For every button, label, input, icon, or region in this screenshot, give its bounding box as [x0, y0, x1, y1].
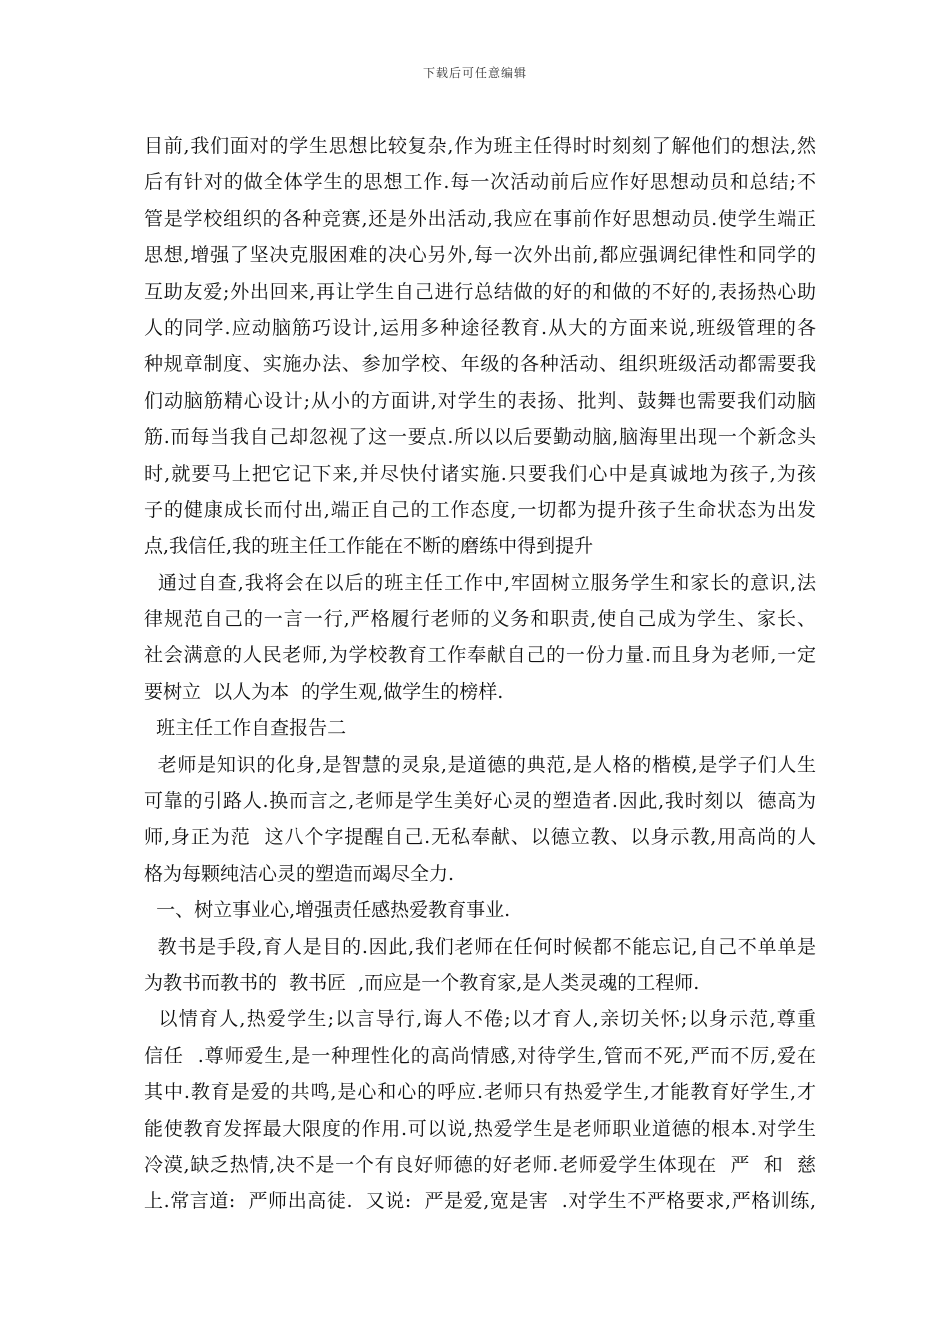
text-line: 后有针对的做全体学生的思想工作.每一次活动前后应作好思想动员和总结;不 — [144, 171, 816, 194]
text-line: 上.常言道: 严师出高徒. 又说: 严是爱,宽是害 .对学生不严格要求,严格训练, — [144, 1190, 816, 1213]
text-line: 时,就要马上把它记下来,并尽快付诸实施.只要我们心中是真诚地为孩子,为孩 — [144, 462, 816, 485]
text-line: 要树立 以人为本 的学生观,做学生的榜样. — [144, 680, 504, 703]
text-line: 师,身正为范 这八个字提醒自己.无私奉献、以德立教、以身示教,用高尚的人 — [144, 826, 816, 849]
text-line: 为教书而教书的 教书匠 ,而应是一个教育家,是人类灵魂的工程师. — [144, 971, 700, 994]
text-line: 律规范自己的一言一行,严格履行老师的义务和职责,使自己成为学生、家长、 — [144, 608, 816, 631]
text-line: 通过自查,我将会在以后的班主任工作中,牢固树立服务学生和家长的意识,法 — [144, 571, 816, 594]
text-line: 班主任工作自查报告二 — [144, 717, 347, 740]
text-line: 种规章制度、实施办法、参加学校、年级的各种活动、组织班级活动都需要我 — [144, 353, 816, 376]
text-line: 子的健康成长而付出,端正自己的工作态度,一切都为提升孩子生命状态为出发 — [144, 498, 816, 521]
text-line: 们动脑筋精心设计;从小的方面讲,对学生的表扬、批判、鼓舞也需要我们动脑 — [144, 389, 816, 412]
text-line: 以情育人,热爱学生;以言导行,诲人不倦;以才育人,亲切关怀;以身示范,尊重 — [144, 1008, 816, 1031]
text-line: 其中.教育是爱的共鸣,是心和心的呼应.老师只有热爱学生,才能教育好学生,才 — [144, 1081, 816, 1104]
text-line: 目前,我们面对的学生思想比较复杂,作为班主任得时时刻刻了解他们的想法,然 — [144, 135, 816, 157]
text-line: 可靠的引路人.换而言之,老师是学生美好心灵的塑造者.因此,我时刻以 德高为 — [144, 790, 816, 813]
text-line: 信任 .尊师爱生,是一种理性化的高尚情感,对待学生,管而不死,严而不厉,爱在 — [144, 1044, 816, 1067]
document-body — [144, 128, 816, 1220]
text-line: 点,我信任,我的班主任工作能在不断的磨练中得到提升 — [144, 535, 594, 558]
text-line: 思想,增强了坚决克服困难的决心另外,每一次外出前,都应强调纪律性和同学的 — [144, 244, 816, 267]
text-line: 互助友爱;外出回来,再让学生自己进行总结做的好的和做的不好的,表扬热心助 — [144, 280, 816, 303]
text-line: 社会满意的人民老师,为学校教育工作奉献自己的一份力量.而且身为老师,一定 — [144, 644, 816, 667]
text-line: 老师是知识的化身,是智慧的灵泉,是道德的典范,是人格的楷模,是学子们人生 — [144, 753, 816, 776]
text-line: 管是学校组织的各种竞赛,还是外出活动,我应在事前作好思想动员.使学生端正 — [144, 207, 816, 230]
text-line: 冷漠,缺乏热情,决不是一个有良好师德的好老师.老师爱学生体现在 严 和 慈 — [144, 1153, 816, 1176]
text-line: 格为每颗纯洁心灵的塑造而竭尽全力. — [144, 862, 455, 885]
text-line: 筋.而每当我自己却忽视了这一要点.所以以后要勤动脑,脑海里出现一个新念头 — [144, 426, 816, 449]
text-line: 一、树立事业心,增强责任感热爱教育事业. — [144, 899, 511, 922]
page-header: 下载后可任意编辑 — [422, 66, 527, 80]
text-line: 能使教育发挥最大限度的作用.可以说,热爱学生是老师职业道德的根本.对学生 — [144, 1117, 816, 1140]
text-line: 教书是手段,育人是目的.因此,我们老师在任何时候都不能忘记,自己不单单是 — [144, 935, 816, 958]
text-line: 人的同学.应动脑筋巧设计,运用多种途径教育.从大的方面来说,班级管理的各 — [144, 316, 816, 339]
